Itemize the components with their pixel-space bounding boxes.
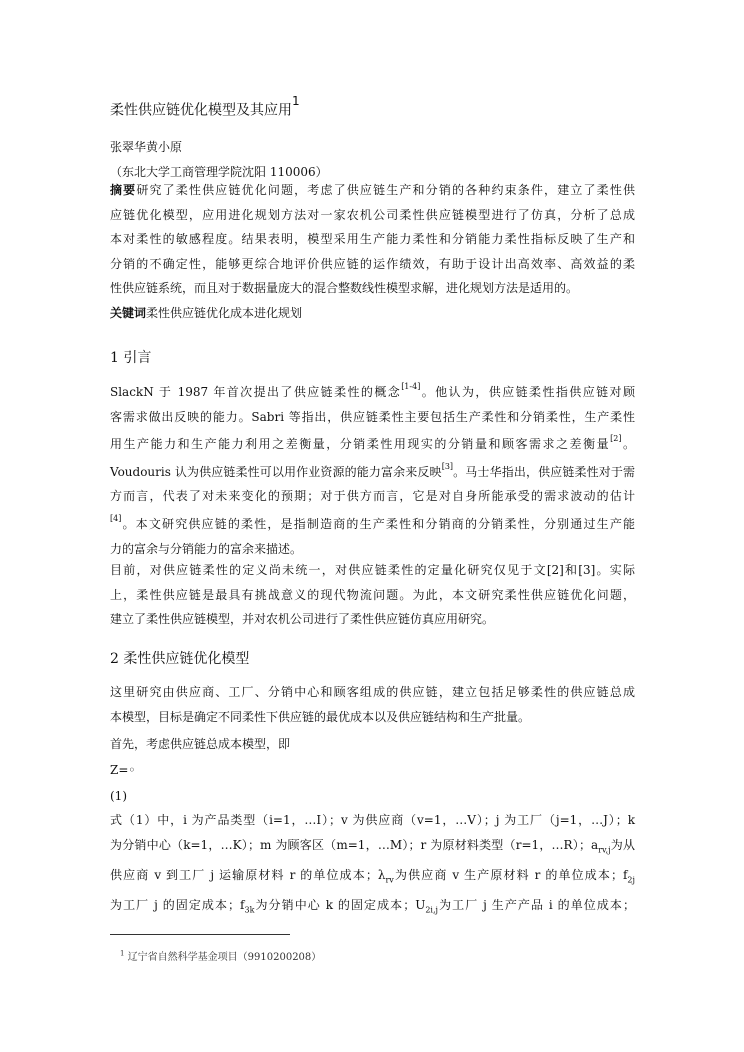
citation: [1-4]: [401, 382, 421, 391]
section-2-paragraph-2: 首先，考虑供应链总成本模型，即: [110, 737, 291, 751]
abstract-label: 摘要: [110, 183, 137, 197]
section-2-paragraph-3: 式（1）中，i 为产品类型（i=1，…I）；v 为供应商（v=1，…V）；j 为工厂（j=1，…J）；k 为分销中心（k=1，…K）；m 为顾客区（m=1，…M）；r 为原材料类型（r=1，…R）；$a_{rv,j}$为从 供应商 v 到工厂 j 运输原材料 r 的单位成本；$\lambda_{rv}$为供应商 v 生产原材料 r 的单位成本；$f_{2j}$ 为工厂 j 的固定成本；$f_{3k}$为分销中心 k 的固定成本；$U_{2i,j}$为工厂 j 生产产品 i 的单位成本；: [110, 813, 636, 914]
citation: [3]: [441, 461, 454, 471]
paper-title: 柔性供应链优化模型及其应用$^1$: [110, 94, 300, 119]
section-2-heading: 2 柔性供应链优化模型: [110, 651, 250, 667]
footnote-mark: 1: [120, 949, 125, 958]
title-footnote-mark: 1: [292, 94, 300, 108]
keywords: 柔性供应链优化成本进化规划: [146, 305, 303, 320]
affiliation: （东北大学工商管理学院沈阳 110006）: [110, 165, 328, 179]
footnote-text: 辽宁省自然科学基金项目（9910200208）: [127, 952, 322, 963]
equation-number: (1): [110, 789, 127, 803]
citation: [4]: [110, 513, 122, 523]
keywords-label: 关键词: [110, 305, 147, 320]
footnote: [120, 948, 321, 963]
section-1-heading: 1 引言: [110, 350, 152, 366]
footnote-divider: [110, 934, 290, 935]
section-2-paragraph-1: 这里研究由供应商、工厂、分销中心和顾客组成的供应链，建立包括足够柔性的供应链总成 本模型，目标是确定不同柔性下供应链的最优成本以及供应链结构和生产批量。: [110, 685, 635, 724]
abstract: 摘要研究了柔性供应链优化问题，考虑了供应链生产和分销的各种约束条件，建立了柔性供 应链优化模型，应用进化规划方法对一家农机公司柔性供应链模型进行了仿真，分析了总成 本对柔性的敏感程度。结果表明，模型采用生产能力柔性和分销能力柔性指标反映了生产和 分销的不确定性，能够更综合地评价供应链的运作绩效，有助于设计出高效率、高效益的柔 性供应链系统，而且对于数据量庞大的混合整数线性模型求解，进化规划方法是适用的。 关键词柔性供应链优化成本进化规划: [110, 183, 635, 320]
equation-1: Z=◦: [110, 763, 136, 777]
section-1-paragraph-1: SlackN 于 1987 年首次提出了供应链柔性的概念[1-4]。他认为，供应链柔性指供应链对顾 客需求做出反映的能力。Sabri 等指出，供应链柔性主要包括生产柔性和分销柔性，生产柔性 用生产能力和生产能力利用之差衡量，分销柔性用现实的分销量和顾客需求之差衡量[2]。 Voudouris 认为供应链柔性可以用作业资源的能力富余来反映[3]。马士华指出，供应链柔性对于需 方而言，代表了对未来变化的预期；对于供方而言，它是对自身所能承受的需求波动的估计 [4]。本文研究供应链的柔性，是指制造商的生产柔性和分销商的分销柔性，分别通过生产能 力的富余与分销能力的富余来描述。: [110, 382, 635, 556]
section-1-paragraph-2: 目前，对供应链柔性的定义尚未统一，对供应链柔性的定量化研究仅见于文[2]和[3]。实际 上，柔性供应链是最具有挑战意义的现代物流问题。为此，本文研究柔性供应链优化问题， 建立了柔性供应链模型，并对农机公司进行了柔性供应链仿真应用研究。: [110, 563, 635, 627]
authors: 张翠华黄小原: [110, 140, 183, 154]
citation: [2]: [610, 434, 622, 444]
